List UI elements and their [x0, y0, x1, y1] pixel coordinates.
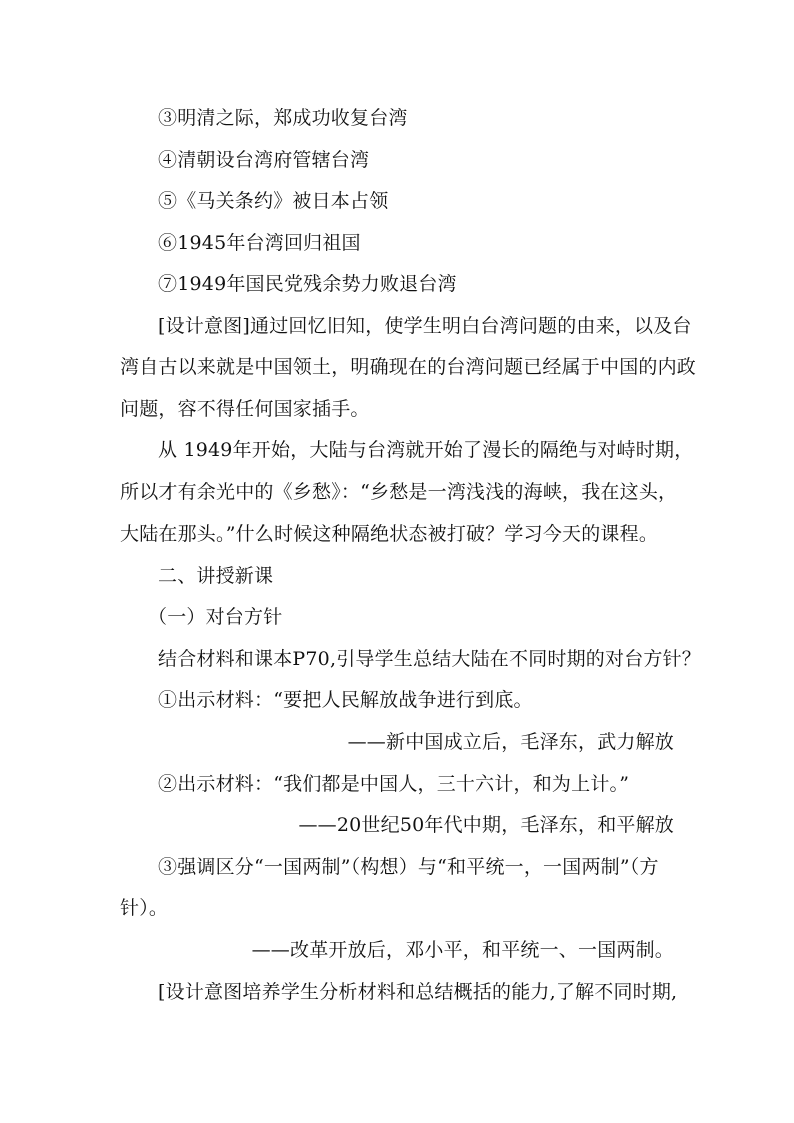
- design-intent-paragraph-line-1: [设计意图]通过回忆旧知，使学生明白台湾问题的由来，以及台: [158, 315, 692, 337]
- design-intent-paragraph-line-2: 湾自古以来就是中国领土，明确现在的台湾问题已经属于中国的内政: [120, 356, 697, 378]
- design-intent-paragraph-line-3: 问题，容不得任何国家插手。: [120, 398, 370, 420]
- intro-paragraph-line-2: 所以才有余光中的《乡愁》：“乡愁是一湾浅浅的海峡，我在这头，: [120, 481, 678, 503]
- guiding-question: 结合材料和课本P70,引导学生总结大陆在不同时期的对台方针？: [158, 648, 702, 670]
- section-heading: 二、讲授新课: [158, 565, 274, 587]
- material-2: ②出示材料：“我们都是中国人，三十六计，和为上计。”: [158, 773, 630, 795]
- material-1-source: ——新中国成立后，毛泽东，武力解放: [347, 731, 674, 753]
- distinguish-point-line-1: ③强调区分“一国两制”（构想）与“和平统一，一国两制”（方: [158, 856, 659, 878]
- design-intent-second-paragraph: [设计意图培养学生分析材料和总结概括的能力,了解不同时期,: [158, 981, 678, 1003]
- material-1: ①出示材料：“要把人民解放战争进行到底。: [158, 689, 533, 711]
- list-item-qing-taiwan-prefecture: ④清朝设台湾府管辖台湾: [158, 149, 370, 171]
- subsection-heading: （一）对台方针: [148, 606, 283, 628]
- intro-paragraph-line-1: 从 1949年开始，大陆与台湾就开始了漫长的隔绝与对峙时期，: [158, 439, 694, 461]
- list-item-zheng-chenggong: ③明清之际，郑成功收复台湾: [158, 107, 408, 129]
- distinguish-point-source: ——改革开放后，邓小平，和平统一、一国两制。: [251, 939, 674, 961]
- list-item-treaty-shimonoseki: ⑤《马关条约》被日本占领: [158, 190, 389, 212]
- list-item-1949-retreat: ⑦1949年国民党残余势力败退台湾: [158, 273, 457, 295]
- distinguish-point-line-2: 针）。: [120, 897, 169, 919]
- material-2-source: ——20世纪50年代中期，毛泽东，和平解放: [298, 814, 674, 836]
- list-item-1945-return: ⑥1945年台湾回归祖国: [158, 232, 361, 254]
- intro-paragraph-line-3: 大陆在那头。”什么时候这种隔绝状态被打破？学习今天的课程。: [120, 523, 659, 545]
